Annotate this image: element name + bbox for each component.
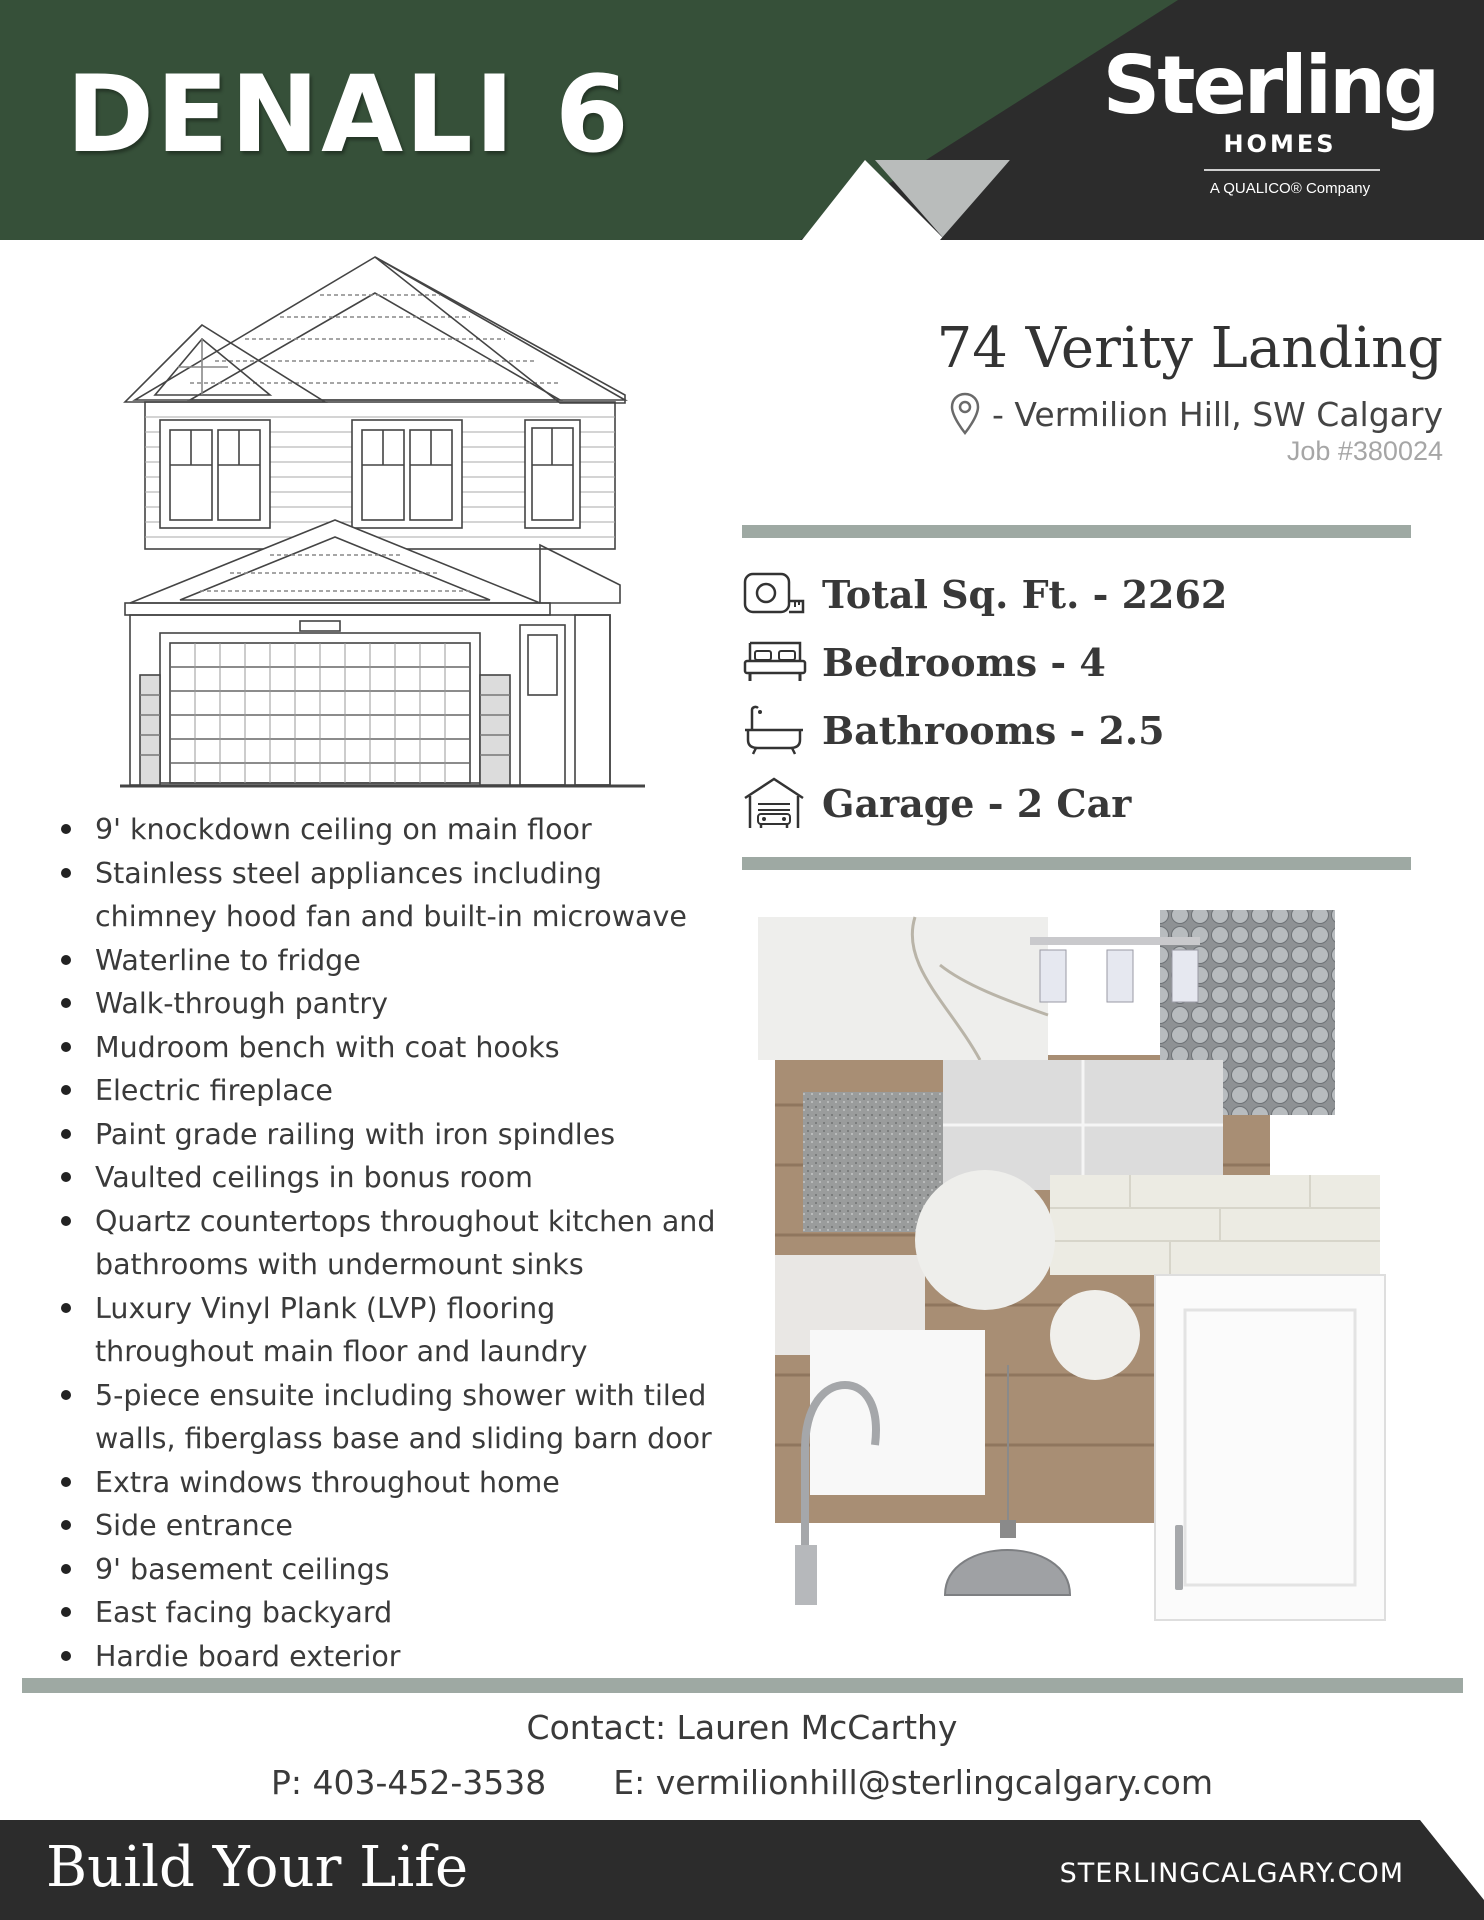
location-pin-icon (950, 392, 980, 436)
marble-countertop (758, 917, 1048, 1060)
feature-item: Walk-through pantry (58, 982, 718, 1026)
bed-icon (742, 639, 808, 685)
feature-item: 9' knockdown ceiling on main floor (58, 808, 718, 852)
feature-item: Paint grade railing with iron spindles (58, 1113, 718, 1157)
website-link[interactable]: STERLINGCALGARY.COM (1059, 1858, 1404, 1889)
bathtub-icon (742, 704, 806, 756)
faucet-backing (810, 1330, 985, 1495)
contact-name: Contact: Lauren McCarthy (526, 1708, 958, 1747)
contact-phone[interactable]: P: 403-452-3538 (270, 1763, 547, 1802)
garage-icon (742, 776, 806, 830)
shaker-cabinet (1155, 1275, 1385, 1620)
divider-top (742, 525, 1411, 538)
feature-item: Luxury Vinyl Plank (LVP) flooring throughout main floor and laundry (58, 1287, 718, 1374)
spec-row-bedrooms (742, 632, 1262, 692)
finishes-moodboard (750, 905, 1390, 1625)
brand-tagline: A QUALICO® Company (1209, 180, 1371, 197)
spec-sqft: Total Sq. Ft. - 2262 (822, 571, 1228, 617)
feature-item: 5-piece ensuite including shower with tiled walls, fiberglass base and sliding barn door (58, 1374, 718, 1461)
feature-item: Side entrance (58, 1504, 718, 1548)
divider-middle (742, 857, 1411, 870)
spec-bathrooms: Bathrooms - 2.5 (822, 707, 1165, 753)
feature-item: 9' basement ceilings (58, 1548, 718, 1592)
property-location: - Vermilion Hill, SW Calgary (991, 394, 1443, 434)
feature-item: Quartz countertops throughout kitchen and bathrooms with undermount sinks (58, 1200, 718, 1287)
spec-garage: Garage - 2 Car (822, 780, 1132, 826)
feature-item: Vaulted ceilings in bonus room (58, 1156, 718, 1200)
backsplash-tile (1050, 1175, 1380, 1275)
slogan: Build Your Life (46, 1835, 469, 1900)
tape-measure-icon (742, 571, 806, 617)
spec-row-bathrooms (742, 700, 1262, 760)
spec-row-garage (742, 773, 1262, 833)
feature-item: Hardie board exterior (58, 1635, 718, 1679)
brand-logo-name: Sterling (1102, 39, 1438, 132)
model-name: DENALI 6 (66, 53, 631, 176)
job-number: Job #380024 (1286, 436, 1443, 466)
feature-item: Stainless steel appliances including chimney hood fan and built-in microwave (58, 852, 718, 939)
feature-item: Mudroom bench with coat hooks (58, 1026, 718, 1070)
feature-item: Waterline to fridge (58, 939, 718, 983)
property-address: 74 Verity Landing (936, 316, 1443, 381)
feature-item: Electric fireplace (58, 1069, 718, 1113)
house-elevation-drawing (120, 255, 650, 800)
features-list (58, 808, 718, 1678)
feature-item: East facing backyard (58, 1591, 718, 1635)
feature-item: Extra windows throughout home (58, 1461, 718, 1505)
brand-logo-rule (1204, 169, 1380, 171)
brand-logo-sub: HOMES (1223, 130, 1337, 158)
location-line (950, 392, 1443, 436)
spec-row-sqft (742, 564, 1262, 624)
divider-bottom (22, 1678, 1463, 1693)
contact-email[interactable]: E: vermilionhill@sterlingcalgary.com (613, 1763, 1213, 1802)
header-banner (0, 0, 1484, 240)
spec-bedrooms: Bedrooms - 4 (822, 639, 1106, 685)
contact-details (0, 1763, 1484, 1802)
